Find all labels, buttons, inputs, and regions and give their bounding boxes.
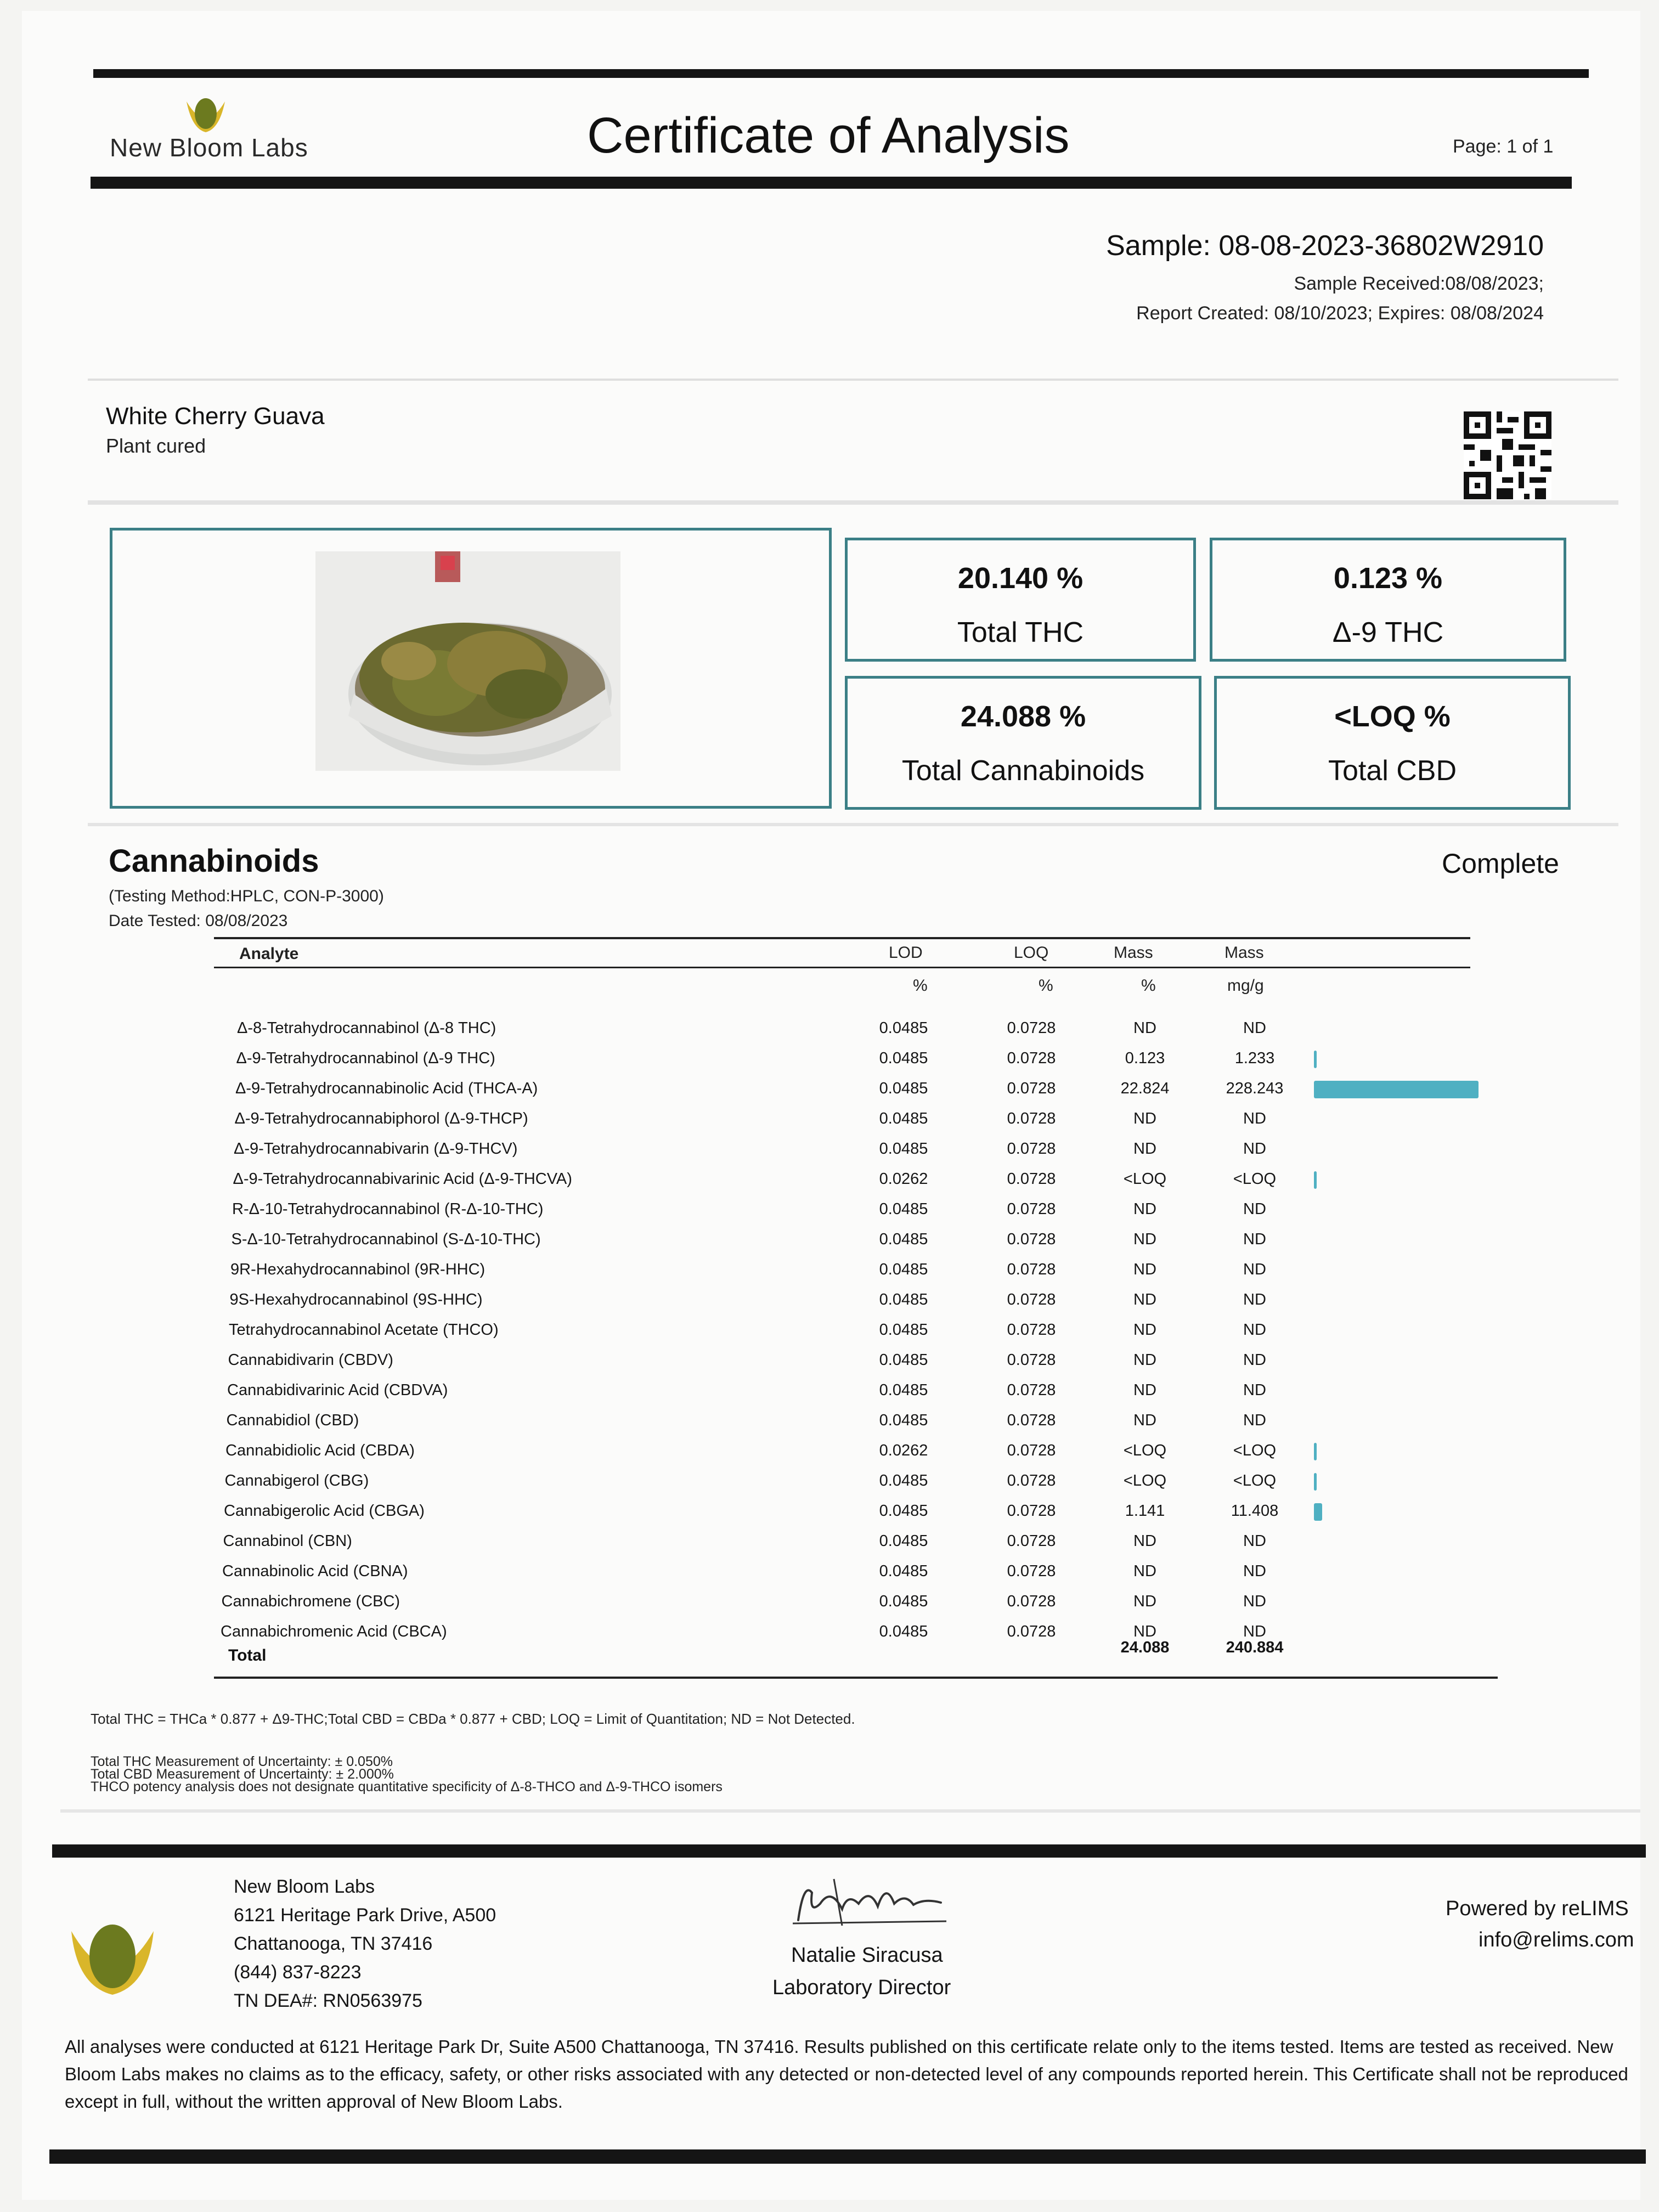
leaf-logo-icon [181,96,230,134]
analyte-name: R-Δ-10-Tetrahydrocannabinol (R-Δ-10-THC) [232,1200,544,1218]
cell-loq: 0.0728 [1007,1623,1056,1640]
summary-divider [88,500,1618,505]
leaf-logo-icon [66,1920,159,1997]
cell-lod: 0.0485 [879,1381,928,1399]
stat-label: Δ-9 THC [1332,617,1444,648]
cell-loq: 0.0728 [1007,1351,1056,1369]
cell-mass-pct: ND [1133,1623,1156,1640]
unit-lod: % [913,977,928,995]
cell-mass-mg: 11.408 [1231,1502,1279,1520]
analyte-name: Δ-9-Tetrahydrocannabinolic Acid (THCA-A) [235,1080,538,1097]
cell-mass-mg: ND [1243,1532,1266,1550]
stat-label: Total Cannabinoids [901,755,1145,787]
formula-note: Total THC = THCa * 0.877 + Δ9-THC;Total CBD = CBDa * 0.877 + CBD; LOQ = Limit of Quantitation; ND = Not Detected. [91,1711,855,1727]
cell-loq: 0.0728 [1007,1200,1056,1218]
cell-loq: 0.0728 [1007,1080,1056,1097]
result-bar [1314,1171,1317,1189]
cell-mass-pct: <LOQ [1123,1442,1167,1459]
cell-mass-mg: ND [1243,1200,1266,1218]
footer-street: 6121 Heritage Park Drive, A500 [234,1905,496,1926]
analyte-name: 9S-Hexahydrocannabinol (9S-HHC) [229,1291,483,1308]
signer-name: Natalie Siracusa [791,1944,943,1967]
analyte-name: Δ-9-Tetrahydrocannabiphorol (Δ-9-THCP) [234,1110,528,1127]
cell-mass-pct: ND [1133,1593,1156,1610]
cell-loq: 0.0728 [1007,1562,1056,1580]
cell-loq: 0.0728 [1007,1019,1056,1037]
uncertainty-cbd: Total CBD Measurement of Uncertainty: ± 2.000% [91,1767,394,1782]
cell-mass-pct: 22.824 [1120,1080,1170,1097]
cell-lod: 0.0485 [879,1502,928,1520]
cell-mass-mg: <LOQ [1233,1472,1277,1489]
cell-loq: 0.0728 [1007,1140,1056,1158]
analyte-name: Δ-9-Tetrahydrocannabivarin (Δ-9-THCV) [234,1140,518,1158]
col-header-lod: LOD [889,944,923,962]
analyte-name: Cannabidiolic Acid (CBDA) [225,1442,415,1459]
analyte-name: Cannabinolic Acid (CBNA) [222,1562,408,1580]
report-dates: Report Created: 08/10/2023; Expires: 08/08/2024 [1136,303,1544,324]
stat-label: Total CBD [1328,755,1457,787]
cell-loq: 0.0728 [1007,1321,1056,1339]
disclaimer-text: All analyses were conducted at 6121 Heritage Park Dr, Suite A500 Chattanooga, TN 37416. Results published on this certificate relate only to the items tested. Items are tested as received. New Bloom Labs makes no claims as to the efficacy, safety, or other risks associated with any detected or non-detected level of any compounds reported herein. This Certificate shall not be reproduced except in full, without the written approval of New Bloom Labs. [65,2036,1628,2112]
cell-lod: 0.0485 [879,1110,928,1127]
cell-mass-mg: ND [1243,1623,1266,1640]
cell-lod: 0.0485 [879,1351,928,1369]
cell-loq: 0.0728 [1007,1231,1056,1248]
cell-lod: 0.0485 [879,1291,928,1308]
col-header-analyte: Analyte [239,945,299,963]
col-header-loq: LOQ [1014,944,1049,962]
cell-mass-mg: ND [1243,1231,1266,1248]
header-rule-bottom [91,177,1572,189]
result-bar [1314,1503,1322,1521]
cell-lod: 0.0485 [879,1321,928,1339]
analyte-name: Cannabidiol (CBD) [226,1412,359,1429]
cannabis-flower-image [315,551,620,771]
cell-lod: 0.0485 [879,1472,928,1489]
contact-email-link[interactable]: info@relims.com [1479,1928,1634,1951]
cell-mass-pct: <LOQ [1123,1472,1167,1489]
analyte-name: Δ-8-Tetrahydrocannabinol (Δ-8 THC) [237,1019,496,1037]
cell-mass-pct: <LOQ [1123,1170,1167,1188]
result-bar [1314,1443,1317,1460]
info-divider [88,379,1618,381]
stat-label: Total THC [957,617,1084,648]
cell-mass-mg: 228.243 [1226,1080,1284,1097]
cell-lod: 0.0485 [879,1532,928,1550]
cell-lod: 0.0485 [879,1623,928,1640]
table-rule-bottom [214,1677,1498,1679]
analyte-name: Cannabidivarin (CBDV) [228,1351,393,1369]
footer-phone: (844) 837-8223 [234,1962,362,1983]
cell-lod: 0.0485 [879,1261,928,1278]
unit-mass-pct: % [1141,977,1156,995]
cell-mass-pct: ND [1133,1381,1156,1399]
signer-role: Laboratory Director [772,1976,951,1999]
cell-mass-pct: 1.141 [1125,1502,1165,1520]
cell-lod: 0.0262 [879,1170,928,1188]
lab-logo-text: New Bloom Labs [110,133,308,162]
analyte-name: Cannabigerol (CBG) [224,1472,369,1489]
cell-loq: 0.0728 [1007,1170,1056,1188]
stat-value: <LOQ % [1334,700,1451,733]
col-header-mass-pct: Mass [1114,944,1153,962]
cell-mass-mg: ND [1243,1321,1266,1339]
section-divider [88,823,1618,826]
cell-mass-mg: ND [1243,1381,1266,1399]
section-status: Complete [1442,848,1559,879]
product-name: White Cherry Guava [106,403,325,430]
cell-mass-pct: ND [1133,1019,1156,1037]
cell-loq: 0.0728 [1007,1472,1056,1489]
footer-rule-top [52,1844,1646,1858]
cell-mass-pct: ND [1133,1140,1156,1158]
cell-loq: 0.0728 [1007,1412,1056,1429]
analyte-name: Tetrahydrocannabinol Acetate (THCO) [229,1321,499,1339]
result-bar [1314,1081,1479,1098]
stat-total-cbd [1214,676,1571,810]
cell-mass-mg: ND [1243,1019,1266,1037]
cell-loq: 0.0728 [1007,1442,1056,1459]
total-label: Total [228,1646,267,1664]
cell-mass-pct: ND [1133,1231,1156,1248]
cell-mass-pct: ND [1133,1321,1156,1339]
cell-loq: 0.0728 [1007,1593,1056,1610]
cell-mass-mg: ND [1243,1291,1266,1308]
cell-lod: 0.0485 [879,1049,928,1067]
footer-lab-name: New Bloom Labs [234,1876,375,1897]
cell-mass-pct: 0.123 [1125,1049,1165,1067]
analyte-name: Δ-9-Tetrahydrocannabinol (Δ-9 THC) [236,1049,495,1067]
analyte-name: Cannabinol (CBN) [223,1532,352,1550]
analyte-name: Δ-9-Tetrahydrocannabivarinic Acid (Δ-9-THCVA) [233,1170,572,1188]
analyte-name: Cannabigerolic Acid (CBGA) [224,1502,425,1520]
unit-mass-mg: mg/g [1227,977,1264,995]
testing-method: (Testing Method:HPLC, CON-P-3000) [109,887,384,905]
notes-divider [60,1809,1640,1813]
page-number: Page: 1 of 1 [1453,136,1554,157]
cell-mass-pct: ND [1133,1532,1156,1550]
analyte-name: Cannabidivarinic Acid (CBDVA) [227,1381,448,1399]
total-mass-mg: 240.884 [1226,1639,1284,1656]
cell-mass-pct: ND [1133,1261,1156,1278]
cell-mass-pct: ND [1133,1562,1156,1580]
analyte-name: Cannabichromene (CBC) [221,1593,400,1610]
cell-lod: 0.0485 [879,1412,928,1429]
stat-total-thc [845,538,1196,662]
cell-lod: 0.0485 [879,1140,928,1158]
cell-lod: 0.0485 [879,1231,928,1248]
cell-loq: 0.0728 [1007,1502,1056,1520]
date-tested: Date Tested: 08/08/2023 [109,912,288,930]
stat-value: 20.140 % [957,562,1084,595]
cell-loq: 0.0728 [1007,1532,1056,1550]
stat-total-cannabinoids [845,676,1201,810]
cell-mass-mg: 1.233 [1234,1049,1275,1067]
col-header-mass-mg: Mass [1224,944,1264,962]
cell-mass-mg: ND [1243,1562,1266,1580]
cell-lod: 0.0485 [879,1019,928,1037]
cell-loq: 0.0728 [1007,1291,1056,1308]
stat-value: 24.088 % [960,700,1086,733]
cell-mass-mg: ND [1243,1261,1266,1278]
cell-lod: 0.0485 [879,1593,928,1610]
cell-mass-mg: <LOQ [1233,1170,1277,1188]
cell-mass-pct: ND [1133,1291,1156,1308]
footer-rule-bottom [49,2149,1646,2164]
footer-city: Chattanooga, TN 37416 [234,1933,433,1954]
result-bar [1314,1051,1317,1068]
cell-mass-mg: <LOQ [1233,1442,1277,1459]
header-rule-top [93,69,1589,78]
cell-mass-mg: ND [1243,1412,1266,1429]
cell-mass-pct: ND [1133,1110,1156,1127]
qr-code-icon[interactable] [1464,411,1551,499]
sample-received: Sample Received:08/08/2023; [1294,273,1544,294]
sample-image-panel [110,528,832,809]
cell-mass-mg: ND [1243,1593,1266,1610]
result-bar [1314,1473,1317,1491]
cell-loq: 0.0728 [1007,1261,1056,1278]
cell-lod: 0.0485 [879,1080,928,1097]
cell-loq: 0.0728 [1007,1381,1056,1399]
cell-mass-pct: ND [1133,1200,1156,1218]
cell-mass-pct: ND [1133,1351,1156,1369]
stat-delta9-thc [1210,538,1566,662]
sample-id: Sample: 08-08-2023-36802W2910 [1106,230,1544,262]
analyte-name: 9R-Hexahydrocannabinol (9R-HHC) [230,1261,486,1278]
cell-lod: 0.0262 [879,1442,928,1459]
analyte-name: Cannabichromenic Acid (CBCA) [221,1623,447,1640]
footer-dea: TN DEA#: RN0563975 [234,1990,422,2011]
cell-mass-pct: ND [1133,1412,1156,1429]
cell-lod: 0.0485 [879,1562,928,1580]
cell-lod: 0.0485 [879,1200,928,1218]
uncertainty-thc: Total THC Measurement of Uncertainty: ± 0.050% [91,1754,393,1769]
cell-mass-mg: ND [1243,1110,1266,1127]
product-type: Plant cured [106,435,206,457]
powered-by: Powered by reLIMS [1446,1897,1629,1920]
total-mass-pct: 24.088 [1120,1639,1170,1656]
stat-value: 0.123 % [1333,562,1443,595]
page-title: Certificate of Analysis [587,108,1070,163]
sample-photo [315,551,620,771]
section-title: Cannabinoids [109,843,319,879]
cell-mass-mg: ND [1243,1351,1266,1369]
thco-note: THCO potency analysis does not designate quantitative specificity of Δ-8-THCO and Δ-9-THCO isomers [91,1779,723,1795]
table-rule-header [214,967,1470,968]
cell-mass-mg: ND [1243,1140,1266,1158]
analyte-name: S-Δ-10-Tetrahydrocannabinol (S-Δ-10-THC) [231,1231,541,1248]
cell-loq: 0.0728 [1007,1110,1056,1127]
signature-image [782,1871,952,1931]
unit-loq: % [1039,977,1053,995]
cell-loq: 0.0728 [1007,1049,1056,1067]
table-rule-top [214,937,1470,939]
